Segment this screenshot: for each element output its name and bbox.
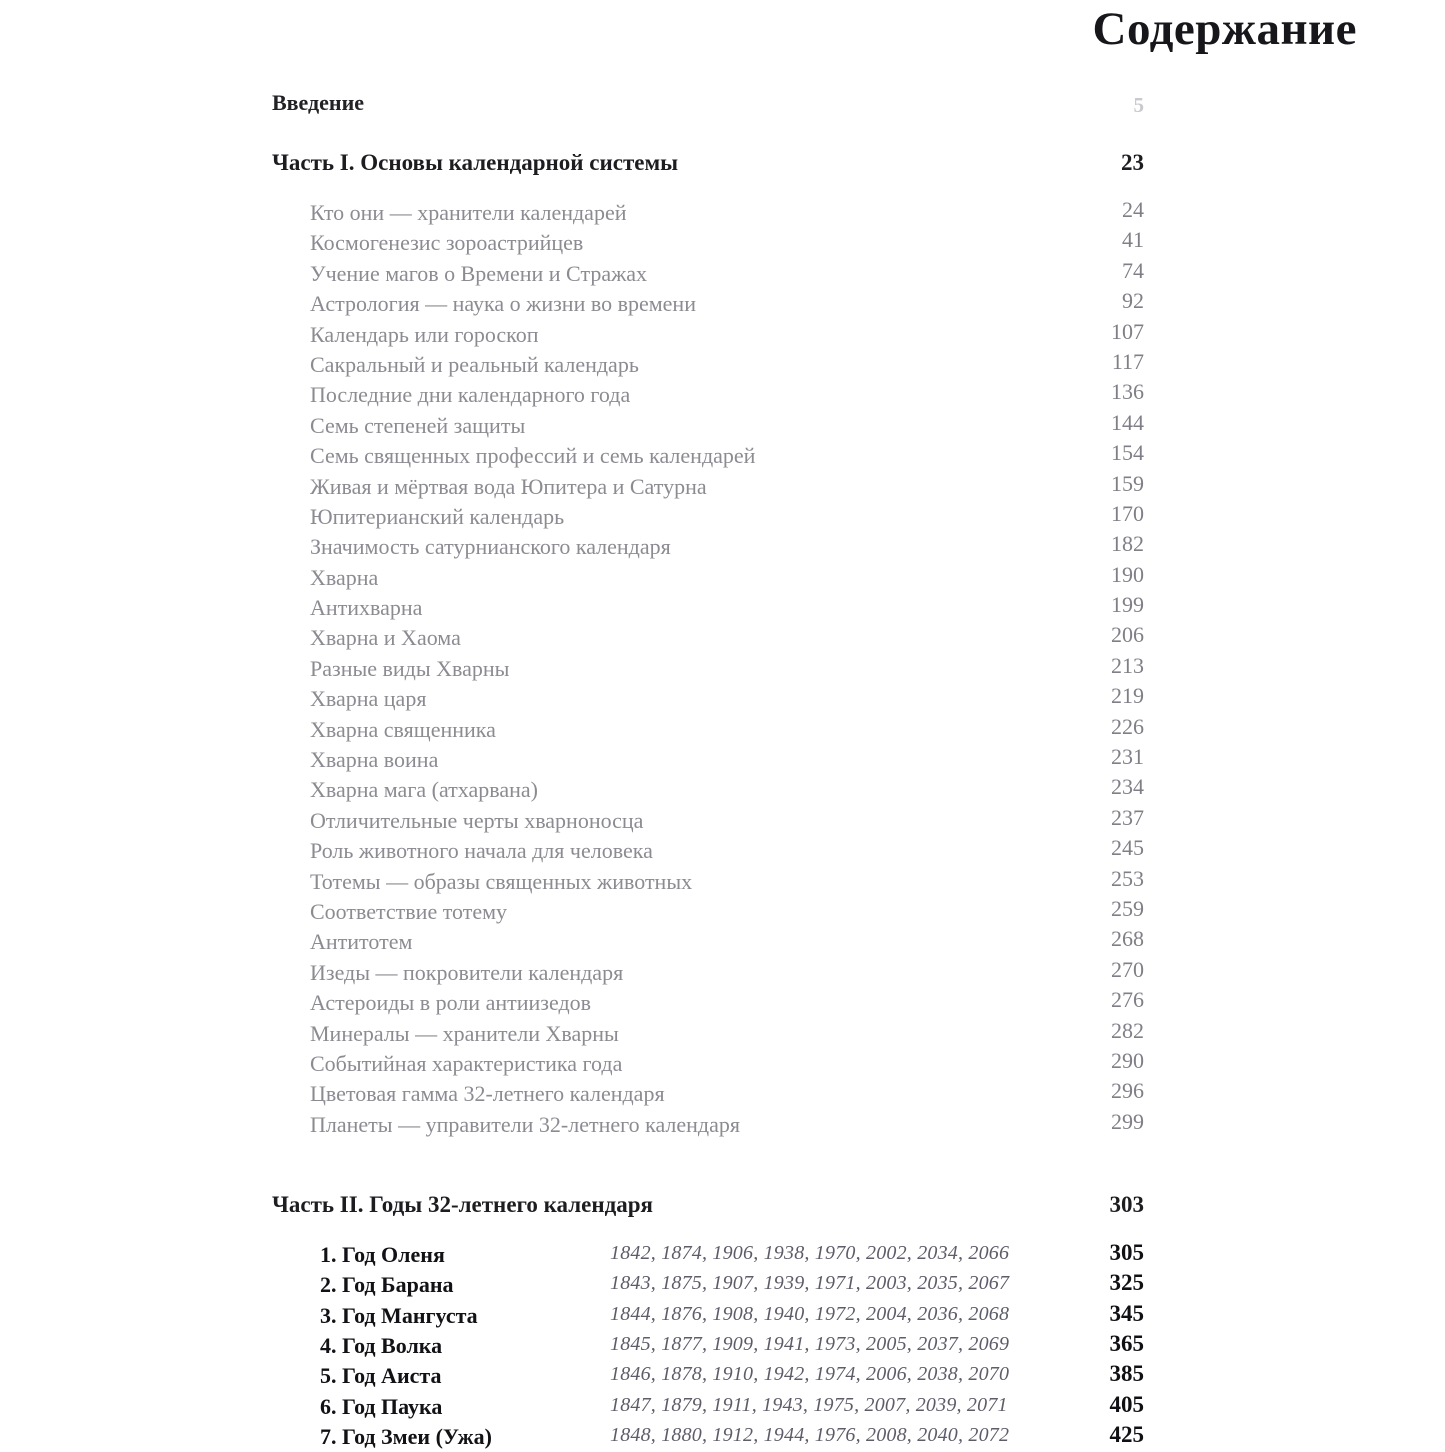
toc-entry-page-number: 199 (1111, 592, 1144, 618)
toc-entry-page-number: 182 (1111, 531, 1144, 557)
toc-entry-label: Семь степеней защиты (310, 412, 526, 438)
toc-entry-label: Планеты — управители 32-летнего календаря (310, 1111, 740, 1137)
toc-entry-page-number: 190 (1111, 561, 1144, 587)
toc-entry[interactable] (272, 806, 1144, 836)
toc-entry-page-number: 270 (1111, 956, 1144, 982)
toc-entry-page-number: 154 (1111, 440, 1144, 466)
toc-year-entry-page-number: 365 (1109, 1331, 1144, 1356)
toc-entry-label: Хварна (310, 564, 379, 590)
toc-entry[interactable] (272, 1019, 1144, 1049)
toc-entry-page-number: 268 (1111, 926, 1144, 952)
toc-entry-page-number: 159 (1111, 470, 1144, 496)
toc-entry-label: Астероиды в роли антиизедов (310, 990, 592, 1016)
toc-year-entry-page-number: 305 (1109, 1240, 1144, 1266)
toc-entry[interactable] (272, 320, 1144, 350)
toc-entry[interactable] (272, 927, 1144, 957)
toc-entry-label: Астрология — наука о жизни во времени (310, 291, 696, 317)
toc-entry-page-number: 237 (1111, 804, 1144, 830)
toc-year-entry[interactable] (272, 1392, 1144, 1422)
toc-entry-label: Живая и мёртвая вода Юпитера и Сатурна (310, 473, 707, 499)
toc-entry[interactable] (272, 988, 1144, 1018)
toc-entry[interactable] (272, 532, 1144, 562)
toc-year-entry-label: 5. Год Аиста (320, 1363, 442, 1389)
toc-year-entry-label: 7. Год Змеи (Ужа) (320, 1423, 492, 1449)
toc-entry-label: Календарь или гороскоп (310, 321, 539, 347)
toc-entry-page-number: 74 (1122, 257, 1144, 283)
toc-entry-label: Хварна священника (310, 716, 496, 742)
toc-entry-label: Тотемы — образы священных животных (310, 868, 693, 894)
toc-entry-label: Учение магов о Времени и Стражах (310, 260, 648, 286)
toc-entry-label: Последние дни календарного года (310, 382, 631, 408)
toc-entry-label: Сакральный и реальный календарь (310, 351, 639, 377)
toc-entry-page-number: 107 (1111, 318, 1144, 344)
table-of-contents (272, 86, 1144, 1452)
toc-entry[interactable] (272, 715, 1144, 745)
toc-entry-page-number: 213 (1111, 652, 1144, 678)
toc-entry[interactable] (272, 1110, 1144, 1140)
toc-entry-label: Хварна царя (310, 686, 427, 712)
toc-entry-page-number: 276 (1111, 987, 1144, 1013)
toc-year-entry[interactable] (272, 1301, 1144, 1331)
toc-entry-page-number: 282 (1111, 1017, 1144, 1043)
toc-entry-label: Разные виды Хварны (310, 655, 510, 681)
toc-entry-label: Соответствие тотему (310, 898, 508, 924)
toc-entry-introduction[interactable] (272, 86, 1144, 142)
toc-entry[interactable] (272, 289, 1144, 319)
toc-entry-label: Хварна мага (атхарвана) (310, 777, 538, 803)
toc-entry[interactable] (272, 593, 1144, 623)
toc-year-entry-page-number: 345 (1109, 1300, 1144, 1326)
toc-entry[interactable] (272, 411, 1144, 441)
toc-entry-label: Семь священных профессий и семь календарей (310, 443, 756, 469)
toc-part-page-number: 303 (1109, 1192, 1144, 1218)
toc-year-entry-years: 1844, 1876, 1908, 1940, 1972, 2004, 2036, 2068 (610, 1302, 1010, 1325)
toc-entry[interactable] (272, 563, 1144, 593)
toc-year-entry-label: 4. Год Волка (320, 1333, 443, 1358)
toc-year-entry-label: 1. Год Оленя (320, 1242, 445, 1268)
toc-entry-label: Роль животного начала для человека (310, 838, 653, 864)
toc-year-entry-years: 1848, 1880, 1912, 1944, 1976, 2008, 2040, 2072 (610, 1423, 1010, 1446)
toc-year-entry-years: 1845, 1877, 1909, 1941, 1973, 2005, 2037, 2069 (610, 1333, 1010, 1355)
toc-year-entry-page-number: 425 (1109, 1421, 1144, 1447)
toc-year-entry[interactable] (272, 1422, 1144, 1452)
page-title: Содержание (1092, 3, 1357, 55)
toc-entry[interactable] (272, 958, 1144, 988)
toc-entry-label: Минералы — хранители Хварны (310, 1020, 619, 1046)
toc-entry-page-number: 5 (1133, 93, 1144, 117)
toc-entry-page-number: 144 (1111, 409, 1144, 435)
toc-entry[interactable] (272, 836, 1144, 866)
toc-year-entry-years: 1847, 1879, 1911, 1943, 1975, 2007, 2039, 2071 (610, 1393, 1008, 1416)
toc-entry-page-number: 296 (1111, 1078, 1144, 1104)
toc-entry[interactable] (272, 897, 1144, 927)
toc-year-entry[interactable] (272, 1331, 1144, 1361)
toc-year-entry-page-number: 325 (1109, 1270, 1144, 1296)
toc-entry-page-number: 234 (1111, 774, 1144, 800)
toc-year-entry-years: 1846, 1878, 1910, 1942, 1974, 2006, 2038, 2070 (610, 1363, 1010, 1386)
toc-entry-page-number: 259 (1111, 895, 1144, 921)
toc-entry[interactable] (272, 775, 1144, 805)
toc-entry-label: Хварна и Хаома (310, 625, 461, 651)
toc-part-1-entries (272, 198, 1144, 1140)
toc-entry[interactable] (272, 1049, 1144, 1079)
toc-entry[interactable] (272, 259, 1144, 289)
toc-year-entry-label: 3. Год Мангуста (320, 1302, 478, 1328)
toc-part-heading-2[interactable] (272, 1188, 1144, 1240)
toc-entry-label: Событийная характеристика года (310, 1050, 623, 1076)
toc-year-entry-page-number: 405 (1109, 1391, 1144, 1417)
toc-part-label: Часть I. Основы календарной системы (272, 150, 679, 175)
toc-year-entry[interactable] (272, 1270, 1144, 1300)
toc-entry-page-number: 24 (1122, 197, 1144, 222)
toc-year-entry[interactable] (272, 1240, 1144, 1270)
toc-entry[interactable] (272, 441, 1144, 471)
toc-part-heading-1[interactable] (272, 146, 1144, 198)
toc-entry[interactable] (272, 350, 1144, 380)
toc-entry-label: Цветовая гамма 32-летнего календаря (310, 1081, 665, 1107)
toc-entry-page-number: 231 (1111, 744, 1144, 770)
section-spacer (272, 1140, 1144, 1184)
toc-entry-label: Антитотем (310, 929, 413, 955)
toc-entry[interactable] (272, 502, 1144, 532)
toc-entry-page-number: 253 (1111, 865, 1144, 891)
toc-entry-page-number: 299 (1111, 1108, 1144, 1134)
toc-entry[interactable] (272, 472, 1144, 502)
toc-entry-page-number: 170 (1111, 500, 1144, 526)
toc-entry[interactable] (272, 1079, 1144, 1109)
toc-entry-label: Космогенезис зороастрийцев (310, 230, 584, 256)
toc-entry-page-number: 290 (1111, 1047, 1144, 1073)
toc-entry[interactable] (272, 228, 1144, 258)
toc-entry-label: Изеды — покровители календаря (310, 959, 624, 985)
toc-entry[interactable] (272, 745, 1144, 775)
toc-entry-label: Введение (272, 90, 365, 115)
toc-year-entry-years: 1842, 1874, 1906, 1938, 1970, 2002, 2034, 2066 (610, 1242, 1010, 1265)
toc-entry-page-number: 92 (1122, 288, 1144, 314)
toc-entry-label: Юпитерианский календарь (310, 503, 565, 529)
toc-entry[interactable] (272, 623, 1144, 653)
toc-part-page-number: 23 (1121, 150, 1144, 175)
toc-entry-label: Хварна воина (310, 747, 439, 773)
toc-entry-page-number: 117 (1111, 348, 1144, 374)
toc-year-entry-label: 6. Год Паука (320, 1393, 443, 1419)
toc-entry-page-number: 41 (1122, 227, 1144, 253)
toc-entry[interactable] (272, 380, 1144, 410)
toc-entry-page-number: 206 (1111, 622, 1144, 648)
toc-entry-page-number: 245 (1111, 835, 1144, 861)
toc-entry-label: Отличительные черты хварноносца (310, 807, 644, 833)
toc-part-label: Часть II. Годы 32-летнего календаря (272, 1192, 653, 1218)
toc-year-entry[interactable] (272, 1361, 1144, 1391)
toc-entry[interactable] (272, 198, 1144, 228)
toc-year-entry-page-number: 385 (1109, 1361, 1144, 1387)
toc-part-2-entries (272, 1240, 1144, 1452)
toc-entry-label: Антихварна (310, 595, 423, 621)
toc-entry-label: Кто они — хранители календарей (310, 200, 627, 225)
toc-entry[interactable] (272, 684, 1144, 714)
toc-entry-label: Значимость сатурнианского календаря (310, 534, 671, 560)
toc-year-entry-years: 1843, 1875, 1907, 1939, 1971, 2003, 2035, 2067 (610, 1272, 1010, 1295)
toc-entry-page-number: 219 (1111, 683, 1144, 709)
toc-entry[interactable] (272, 867, 1144, 897)
toc-entry[interactable] (272, 654, 1144, 684)
toc-year-entry-label: 2. Год Барана (320, 1272, 454, 1298)
toc-entry-page-number: 136 (1111, 379, 1144, 405)
toc-entry-page-number: 226 (1111, 713, 1144, 739)
